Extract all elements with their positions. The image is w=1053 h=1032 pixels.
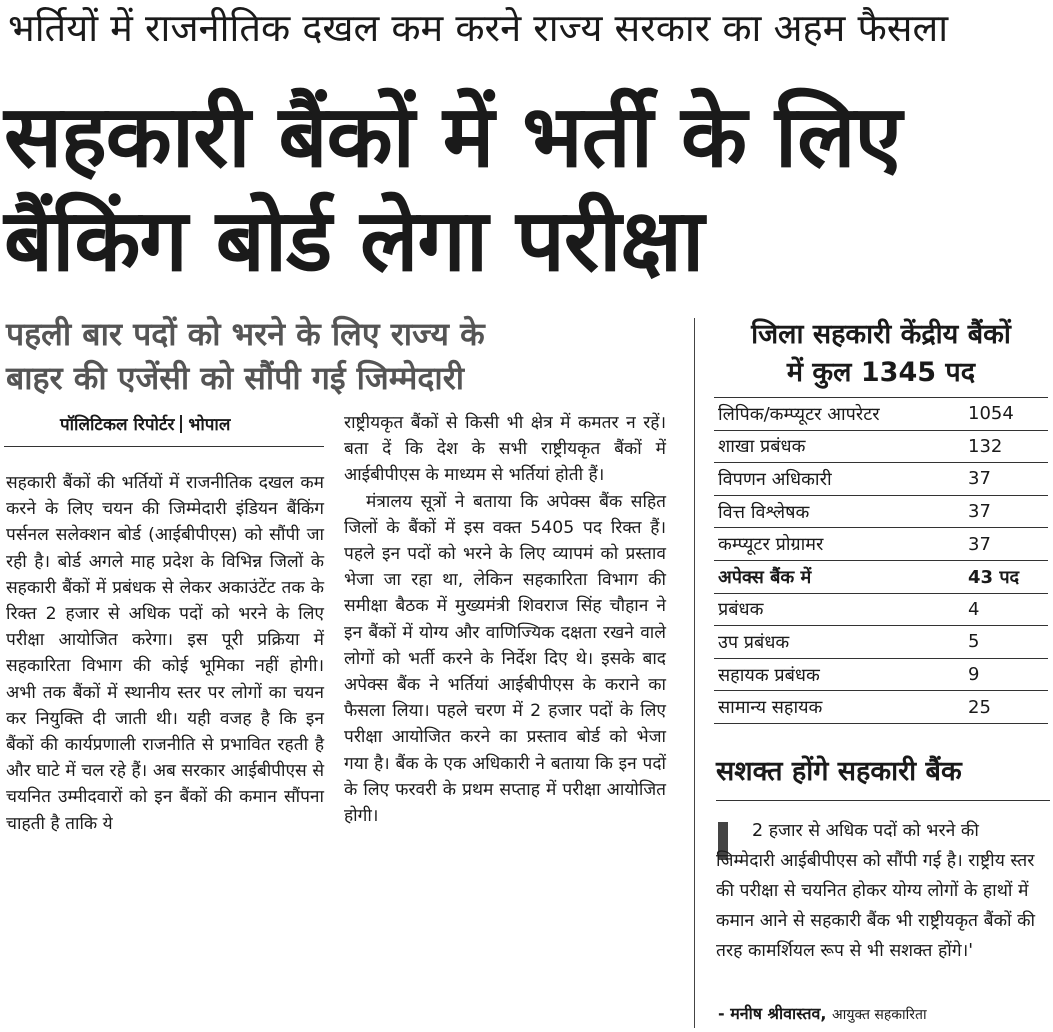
table-row [714, 658, 1048, 691]
post-name: प्रबंधक [714, 593, 958, 626]
quote-author-name: - मनीष श्रीवास्तव, [718, 1004, 827, 1023]
table-row [714, 691, 1048, 724]
subheadline [6, 312, 666, 400]
byline-city: भोपाल [188, 415, 231, 435]
post-name: सामान्य सहायक [714, 691, 958, 724]
byline-divider [180, 415, 182, 433]
sidebar-title [716, 316, 1046, 392]
column-divider [694, 318, 695, 1028]
quote-body: जिम्मेदारी आईबीपीएस को सौंपी गई है। राष्ट्रीय स्तर की परीक्षा से चयनित होकर योग्य लोगों के हाथों में कमान आने से सहकारी बैंक भी राष्ट्रीयकृत बैंकों की तरह कामर्शियल रूप से भी सशक्त होंगे।' [716, 851, 1036, 961]
quote-text [716, 816, 1050, 966]
kicker-headline: भर्तियों में राजनीतिक दखल कम करने राज्य सरकार का अहम फैसला [8, 6, 949, 50]
article-column-2 [344, 410, 666, 829]
subheadline-line1: पहली बार पदों को भरने के लिए राज्य के [6, 315, 485, 353]
table-row [714, 463, 1048, 496]
post-name: शाखा प्रबंधक [714, 430, 958, 463]
post-name: वित्त विश्लेषक [714, 495, 958, 528]
post-name: कम्प्यूटर प्रोग्रामर [714, 528, 958, 561]
post-name: सहायक प्रबंधक [714, 658, 958, 691]
table-section-row [714, 560, 1048, 593]
article-paragraph: राष्ट्रीयकृत बैंकों से किसी भी क्षेत्र में कमतर न रहें। बता दें कि देश के सभी राष्ट्रीयकृत बैंकों में आईबीपीएस के माध्यम से भर्तियां होती हैं। [344, 413, 666, 486]
post-count: 37 [958, 528, 1048, 561]
post-name: विपणन अधिकारी [714, 463, 958, 496]
main-headline-line2: बैंकिंग बोर्ड लेगा परीक्षा [4, 191, 704, 291]
quote-rule [716, 800, 1050, 801]
table-row [714, 593, 1048, 626]
quote-author [718, 1002, 927, 1024]
post-count: 4 [958, 593, 1048, 626]
table-row [714, 430, 1048, 463]
post-name: लिपिक/कम्प्यूटर आपरेटर [714, 398, 958, 431]
article-column-1 [6, 470, 324, 837]
quote-title: सशक्त होंगे सहकारी बैंक [716, 756, 962, 787]
post-name: उप प्रबंधक [714, 626, 958, 659]
post-count: 37 [958, 463, 1048, 496]
post-count: 5 [958, 626, 1048, 659]
section-name: अपेक्स बैंक में [714, 560, 958, 593]
main-headline-line1: सहकारी बैंकों में भर्ती के लिए [4, 87, 902, 187]
article-paragraph: मंत्रालय सूत्रों ने बताया कि अपेक्स बैंक सहित जिलों के बैंकों में इस वक्त 5405 पद रिक्त हैं। पहले इन पदों को भरने के लिए व्यापमं को प्रस्ताव भेजा जा रहा था, लेकिन सहकारिता विभाग की समीक्षा बैठक में मुख्यमंत्री शिवराज सिंह चौहान ने इन बैंकों में योग्य और वाणिज्यिक दक्षता रखने वाले लोगों को भर्ती करने के निर्देश दिए थे। इसके बाद अपेक्स बैंक ने भर्तियां आईबीपीएस के कराने का फैसला लिया। पहले चरण में 2 हजार पदों के लिए परीक्षा आयोजित करने का प्रस्ताव बोर्ड को भेजा गया है। बैंक के एक अधिकारी ने बताया कि इन पदों के लिए फरवरी के प्रथम सप्ताह में परीक्षा आयोजित होगी। [344, 491, 666, 827]
vacancy-table [714, 397, 1048, 724]
table-row [714, 626, 1048, 659]
article-paragraph: सहकारी बैंकों की भर्तियों में राजनीतिक दखल कम करने के लिए चयन की जिम्मेदारी इंडियन बैंकिंग पर्सनल सलेक्शन बोर्ड (आईबीपीएस) को सौंपी जा रही है। बोर्ड अगले माह प्रदेश के विभिन्न जिलों के सहकारी बैंकों में प्रबंधक से लेकर अकाउंटेंट तक के रिक्त 2 हजार से अधिक पदों को भरने के लिए परीक्षा आयोजित करेगा। इस पूरी प्रक्रिया में सहकारिता विभाग की कोई भूमिका नहीं होगी। अभी तक बैंकों में स्थानीय स्तर पर लोगों का चयन कर नियुक्ति दी जाती थी। यही वजह है कि इन बैंकों की कार्यप्रणाली राजनीति से प्रभावित रहती है और घाटे में चल रहे हैं। अब सरकार आईबीपीएस से चयनित उम्मीदवारों को इन बैंकों की कमान सौंपना चाहती है ताकि ये [6, 473, 324, 834]
post-count: 1054 [958, 398, 1048, 431]
byline-rule [4, 446, 324, 447]
table-row [714, 398, 1048, 431]
sidebar-title-line1: जिला सहकारी केंद्रीय बैंकों [751, 319, 1011, 350]
subheadline-line2: बाहर की एजेंसी को सौंपी गई जिम्मेदारी [6, 359, 465, 397]
section-count: 43 पद [958, 560, 1048, 593]
sidebar-title-line2: में कुल 1345 पद [786, 357, 976, 388]
table-row [714, 528, 1048, 561]
quote-first-line: 2 हजार से अधिक पदों को भरने की [752, 821, 979, 841]
table-row [714, 495, 1048, 528]
quote-author-role: आयुक्त सहकारिता [832, 1007, 927, 1023]
post-count: 9 [958, 658, 1048, 691]
post-count: 25 [958, 691, 1048, 724]
post-count: 37 [958, 495, 1048, 528]
byline-reporter: पॉलिटिकल रिपोर्टर [60, 415, 175, 435]
byline [60, 412, 230, 435]
post-count: 132 [958, 430, 1048, 463]
